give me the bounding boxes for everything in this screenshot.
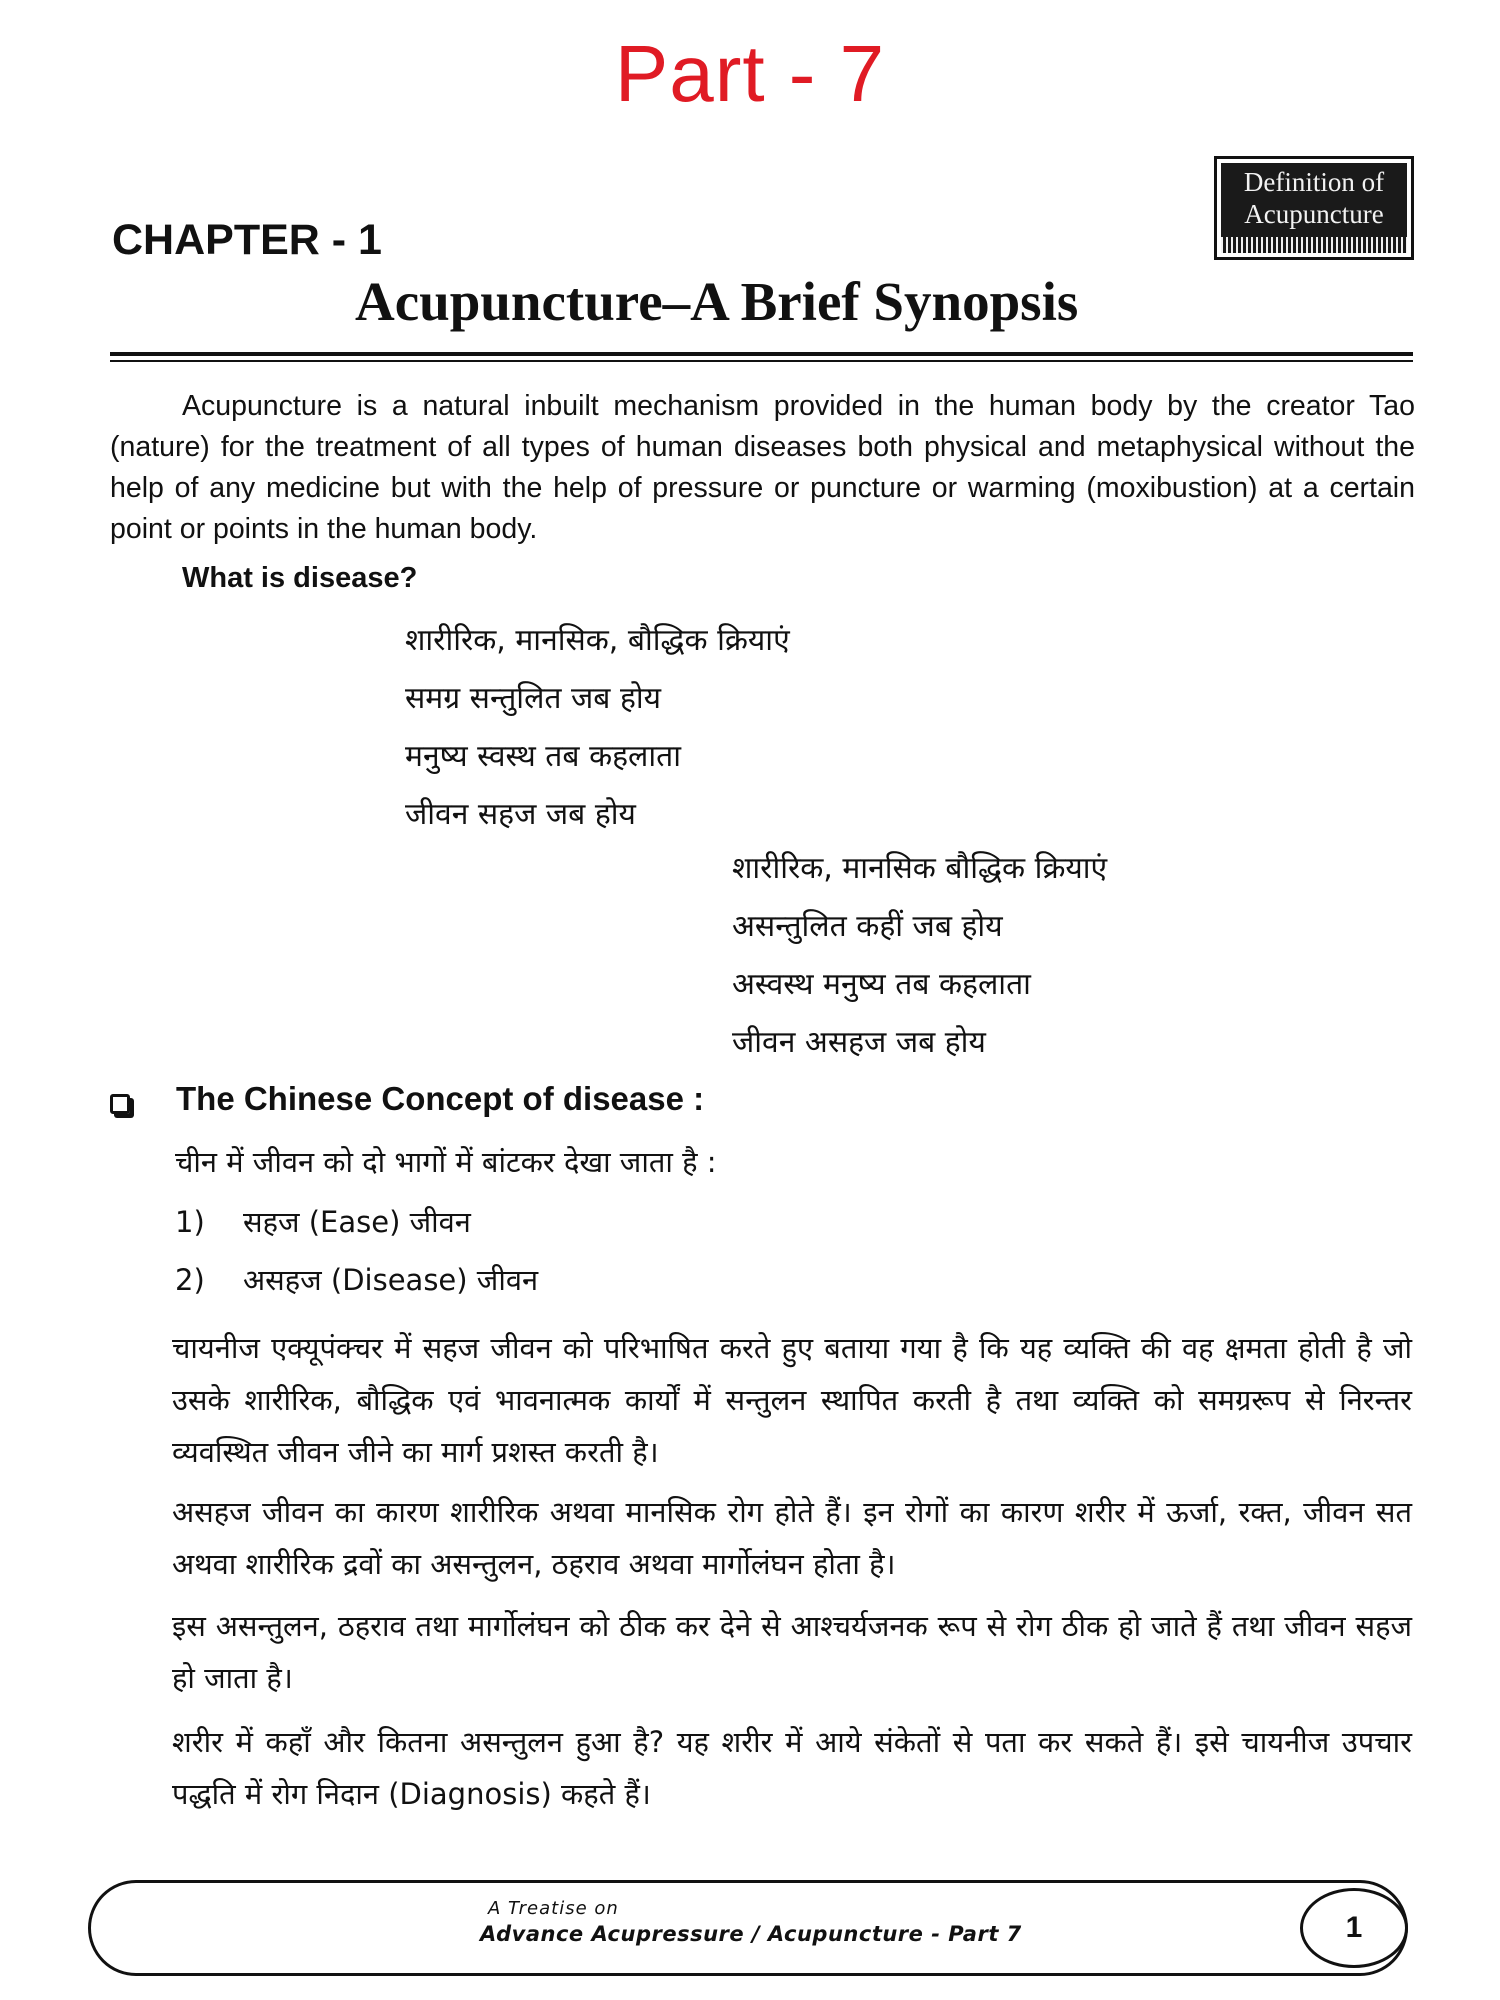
definition-badge-inner xyxy=(1221,163,1407,253)
poem-line: अस्वस्थ मनुष्य तब कहलाता xyxy=(732,967,1031,1002)
list-item-number: 2) xyxy=(175,1263,205,1297)
list-item-text: असहज (Disease) जीवन xyxy=(243,1263,539,1297)
title-divider-thin xyxy=(110,360,1413,362)
body-paragraph: शरीर में कहाँ और कितना असन्तुलन हुआ है? यह शरीर में आये संकेतों से पता कर सकते हैं। इसे चायनीज उपचार पद्धति में रोग निदान (Diagnosis) कहते हैं। xyxy=(172,1725,1412,1811)
checkbox-bullet-icon xyxy=(110,1094,130,1114)
body-paragraph: इस असन्तुलन, ठहराव तथा मार्गोलंघन को ठीक कर देने से आश्चर्यजनक रूप से रोग ठीक हो जाते हैं तथा जीवन सहज हो जाता है। xyxy=(172,1609,1412,1695)
definition-badge xyxy=(1214,156,1414,260)
footer-book-title: Advance Acupressure / Acupuncture - Part 7 xyxy=(480,1922,1022,1946)
body-paragraph: असहज जीवन का कारण शारीरिक अथवा मानसिक रोग होते हैं। इन रोगों का कारण शरीर में ऊर्जा, रक्त, जीवन सत अथवा शारीरिक द्रवों का असन्तुलन, ठहराव अथवा मार्गोलंघन होता है। xyxy=(172,1495,1412,1581)
page-number: 1 xyxy=(1345,1911,1363,1944)
list-item-number: 1) xyxy=(175,1205,205,1239)
poem-line: शारीरिक, मानसिक बौद्धिक क्रियाएं xyxy=(732,851,1108,886)
chapter-title: Acupuncture–A Brief Synopsis xyxy=(355,271,1079,332)
poem-stanza-1 xyxy=(405,612,790,844)
poem-line: समग्र सन्तुलित जब होय xyxy=(405,681,662,716)
definition-badge-line1: Definition of xyxy=(1243,167,1385,197)
list-item xyxy=(175,1260,538,1300)
chinese-concept-intro: चीन में जीवन को दो भागों में बांटकर देखा जाता है : xyxy=(175,1145,717,1179)
intro-paragraph: Acupuncture is a natural inbuilt mechanism provided in the human body by the creator Tao (nature) for the treatment of all types of human diseases both physical and metaphysical without the help of any medicine but with the help of pressure or puncture or warming (moxibustion) at a certain point or points in the human body. xyxy=(110,390,1415,545)
poem-stanza-2 xyxy=(732,840,1107,1072)
poem-line: असन्तुलित कहीं जब होय xyxy=(732,909,1003,944)
list-item-text: सहज (Ease) जीवन xyxy=(243,1205,471,1239)
list-item xyxy=(175,1202,471,1242)
definition-badge-line2: Acupuncture xyxy=(1244,199,1384,229)
poem-line: मनुष्य स्वस्थ तब कहलाता xyxy=(405,739,682,774)
part-title: Part - 7 xyxy=(614,29,886,118)
title-divider-thick xyxy=(110,352,1413,356)
poem-line: जीवन असहज जब होय xyxy=(732,1025,986,1060)
barcode-decoration xyxy=(1221,237,1407,253)
body-paragraph: चायनीज एक्यूपंक्चर में सहज जीवन को परिभाषित करते हुए बताया गया है कि यह व्यक्ति की वह क्षमता होती है जो उसके शारीरिक, बौद्धिक एवं भावनात्मक कार्यों में सन्तुलन स्थापित करती है तथा व्यक्ति को समग्ररूप से निरन्तर व्यवस्थित जीवन जीने का मार्ग प्रशस्त करती है। xyxy=(172,1331,1412,1469)
poem-line: शारीरिक, मानसिक, बौद्धिक क्रियाएं xyxy=(405,623,790,658)
poem-line: जीवन सहज जब होय xyxy=(405,797,636,832)
chinese-concept-heading: The Chinese Concept of disease : xyxy=(176,1080,705,1117)
what-is-disease-heading: What is disease? xyxy=(182,562,418,594)
chapter-label: CHAPTER - 1 xyxy=(112,216,382,264)
footer-series-label: A Treatise on xyxy=(488,1898,619,1919)
